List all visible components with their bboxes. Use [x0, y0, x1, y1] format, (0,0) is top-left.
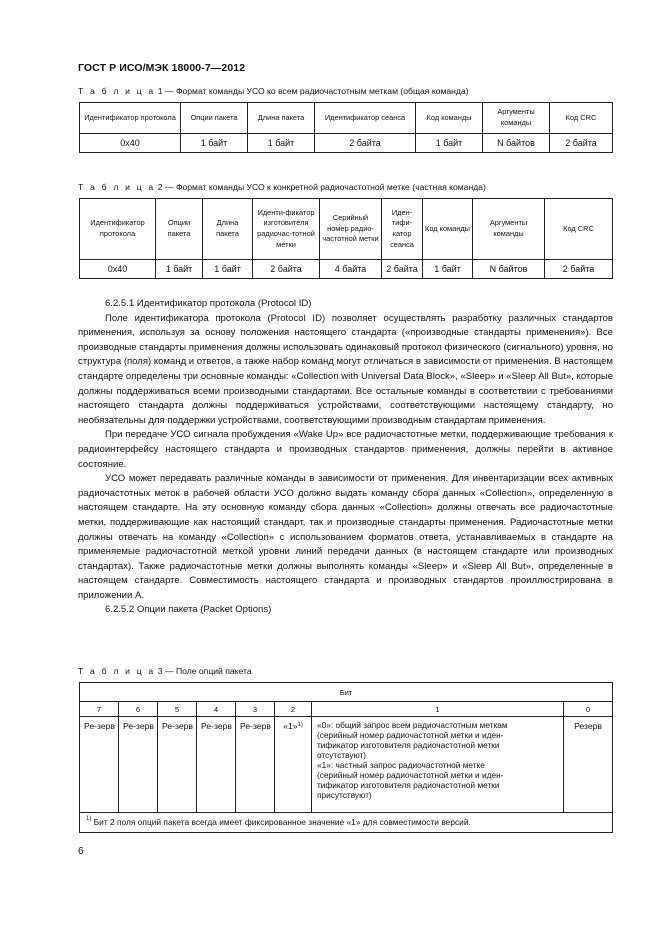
table1-value-cell: 1 байт [181, 134, 248, 153]
table1-value-cell: 1 байт [248, 134, 315, 153]
section-6251-heading: 6.2.5.1 Идентификатор протокола (Protocol ID) [105, 298, 312, 309]
table1-header-cell: Опции пакета [181, 103, 248, 134]
table2-value-cell: 2 байта [545, 260, 613, 279]
table3-reserved-cell: Ре-зерв [80, 717, 119, 813]
table3-bit-number: 4 [197, 702, 236, 717]
table3-bit2-value: «1» [283, 721, 298, 731]
table1-caption-prefix: Т а б л и ц а [78, 86, 156, 96]
table3-bit-number: 1 [312, 702, 564, 717]
table1-value-cell: 2 байта [315, 134, 416, 153]
table1 [79, 102, 613, 153]
table1-header-cell: Длина пакета [248, 103, 315, 134]
table2 [79, 198, 613, 279]
table3-bit2-cell [275, 717, 312, 813]
table1-header-cell: Код CRC [550, 103, 613, 134]
table3-caption-text: 3 — Поле опций пакета [155, 666, 252, 676]
table2-value-cell: N байтов [473, 260, 545, 279]
table2-value-cell: 1 байт [203, 260, 253, 279]
table3-reserved-cell: Ре-зерв [236, 717, 275, 813]
table3-reserved-cell: Ре-зерв [119, 717, 158, 813]
table3 [79, 682, 613, 833]
section-6252-heading: 6.2.5.2 Опции пакета (Packet Options) [105, 604, 272, 616]
section-6251-paragraph: Поле идентификатора протокола (Protocol ID) позволяет осуществлять разработку различных стандартов применения, используя за основу положения настоящего стандарта («производные стандарты применения»). Все производные стандарты применения должны использовать одинаковый протокол физического (сигнального) уровня, но структура (поля) команд и ответов, а также набор команд могут отличаться в зависимости от применения. В настоящем стандарте определены три основные команды: «Collection with Universal Data Block», «Sleep» и «Sleep All But», которые должны поддерживаться всеми производными стандартами. Все остальные команды в соответствии с требованиями настоящего стандарта должны поддерживаться устройствами, соответствующими настоящему стандарту, но необязательны для поддержки устройствами, соответствующими производным стандартам применения. [78, 312, 613, 426]
table2-header-cell: Опции пакета [156, 199, 203, 260]
table1-caption-text: 1 — Формат команды УСО ко всем радиочастотным меткам (общая команда) [155, 86, 469, 96]
bit1-line: «1»: частный запрос радиочастотной метке [317, 760, 485, 770]
bit1-line: тификатор изготовителя радиочастотной метки [317, 740, 500, 750]
table3-bit0-cell: Резерв [564, 717, 613, 813]
page-number: 6 [78, 846, 84, 857]
table3-footnote [80, 813, 613, 833]
table2-header-cell: Аргументы команды [473, 199, 545, 260]
table2-header-cell: Серийный номер радио-частотной метки [320, 199, 382, 260]
table2-value-cell: 2 байта [382, 260, 423, 279]
table2-header-cell: Длина пакета [203, 199, 253, 260]
table2-header-cell: Идентификатор протокола [80, 199, 156, 260]
bit1-line: (серийный номер радиочастотной метки и иден- [317, 730, 504, 740]
table1-header-cell: Идентификатор протокола [80, 103, 181, 134]
table3-bit-number: 0 [564, 702, 613, 717]
bit1-line: отсутствуют) [317, 750, 367, 760]
table2-value-cell: 1 байт [156, 260, 203, 279]
body-text [78, 297, 613, 618]
table2-caption [78, 182, 486, 192]
table1-value-cell: 2 байта [550, 134, 613, 153]
table2-value-cell: 4 байта [320, 260, 382, 279]
table2-caption-prefix: Т а б л и ц а [78, 182, 156, 192]
table2-value-cell: 1 байт [423, 260, 473, 279]
table3-caption [78, 666, 252, 676]
bit1-line: (серийный номер радиочастотной метки и иден- [317, 770, 504, 780]
bit1-line: присутствуют) [317, 790, 372, 800]
document-header: ГОСТ Р ИСО/МЭК 18000-7—2012 [78, 62, 246, 74]
table1-value-cell: 0x40 [80, 134, 181, 153]
footnote-marker: 1) [86, 816, 92, 822]
table1-header-cell: Аргументы команды [483, 103, 550, 134]
section-6251-paragraph: УСО может передавать различные команды в зависимости от применения. Для инвентаризации всех активных радиочастотных меток в рабочей области УСО должно выдать команду сбора данных «Collection», определенную в настоящем стандарте. На эту основную команду сбора данных «Collection» должны отвечать все радиочастотные метки, поддерживающие как настоящий стандарт, так и производные стандарты применения. Радиочастотные метки должны отвечать на команду «Collection» с использованием форматов ответа, устанавливаемых в стандарте на применяемые радиочастотной меткой уровни линий передачи данных (в настоящем стандарте или производных стандартах). Также радиочастотные метки должны выполнять команды «Sleep» и «Sleep All But», определенные в настоящем стандарте. Совместимость настоящего стандарта и производных стандартов проиллюстрирована в приложении А. [78, 473, 613, 601]
table3-reserved-cell: Ре-зерв [158, 717, 197, 813]
table3-bit-number: 7 [80, 702, 119, 717]
table1-value-cell: 1 байт [416, 134, 483, 153]
table1-header-cell: Идентификатор сеанса [315, 103, 416, 134]
table2-value-cell: 2 байта [253, 260, 320, 279]
table3-bit-number: 3 [236, 702, 275, 717]
bit1-line: «0»: общий запрос всем радиочастотным меткам [317, 720, 508, 730]
table3-reserved-cell: Ре-зерв [197, 717, 236, 813]
table2-header-cell: Код CRC [545, 199, 613, 260]
table2-caption-text: 2 — Формат команды УСО к конкретной радиочастотной метке (частная команда) [155, 182, 486, 192]
table1-value-cell: N байтов [483, 134, 550, 153]
table3-bit1-description [312, 717, 564, 813]
table2-header-cell: Код команды [423, 199, 473, 260]
footnote-text: Бит 2 поля опций пакета всегда имеет фиксированное значение «1» для совместимости версий. [91, 817, 471, 827]
table3-bit-number: 5 [158, 702, 197, 717]
table1-caption [78, 86, 469, 96]
section-6251-paragraph: При передаче УСО сигнала пробуждения «Wake Up» все радиочастотные метки, поддерживающие требования к радиоинтерфейсу настоящего стандарта и производных стандартов применения, должны перейти в активное состояние. [78, 429, 613, 470]
table3-bit-header: Бит [80, 683, 613, 702]
footnote-marker: 1) [297, 722, 303, 728]
table2-header-cell: Иденти-фикатор изготовителя радиочас-тотной метки [253, 199, 320, 260]
bit1-line: тификатор изготовителя радиочастотной метки [317, 780, 500, 790]
table2-value-cell: 0x40 [80, 260, 156, 279]
table3-bit-number: 2 [275, 702, 312, 717]
table3-bit-number: 6 [119, 702, 158, 717]
table3-caption-prefix: Т а б л и ц а [78, 666, 156, 676]
table1-header-cell: Код команды [416, 103, 483, 134]
table2-header-cell: Иден-тифи-катор сеанса [382, 199, 423, 260]
